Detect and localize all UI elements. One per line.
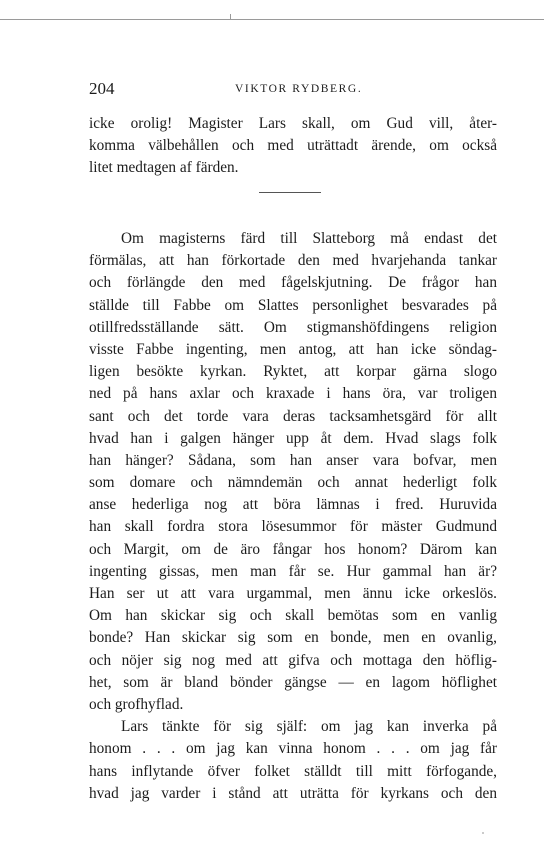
text-line: bonde? Han skickar sig som en bonde, men en ovanlig, [89, 629, 497, 647]
text-line: hans inflytande öfver folket ställdt till mitt förfogande, [89, 762, 497, 780]
scan-top-rule [0, 19, 544, 20]
text-line: anse hederliga nog att böra lämnas i fred. Huruvida [89, 496, 497, 514]
text-line: sant och det torde vara deras tacksamhetsgärd för allt [89, 407, 497, 425]
text-line: honom . . . om jag kan vinna honom . . . om jag får [89, 740, 497, 758]
body-text [89, 228, 497, 805]
section-divider [259, 192, 321, 193]
paragraph-end-of-section [89, 113, 497, 180]
text-line: ställde till Fabbe om Slattes personlighet besvarades på [89, 296, 497, 314]
text-line: han hänger? Sådana, som han anser vara bofvar, men [89, 451, 497, 469]
running-head: VIKTOR RYDBERG. [235, 83, 363, 95]
text-line: och grofhyflad. [89, 695, 184, 713]
text-line: ned på hans axlar och kraxade i hans öra, var troligen [89, 385, 497, 403]
text-line: förmälas, att han förkortade den med hvarjehanda tankar [89, 252, 497, 270]
text-line: Lars tänkte för sig själf: om jag kan inverka på [121, 718, 497, 736]
text-line: otillfredsställande sätt. Om stigmanshöfdingens religion [89, 318, 497, 336]
scan-top-tick [230, 14, 231, 20]
text-line: komma välbehållen och med uträttadt ärende, om också [89, 137, 497, 155]
text-line: Han ser ut att vara urgammal, men ännu icke orkeslös. [89, 585, 497, 602]
text-line: het, som är bland bönder gängse — en lagom höflighet [89, 673, 497, 691]
text-line: och nöjer sig nog med att gifva och mottaga den höflig- [89, 651, 497, 669]
text-line: icke orolig! Magister Lars skall, om Gud vill, åter- [89, 115, 497, 132]
page-number: 204 [89, 79, 115, 98]
text-line: hvad jag varder i stånd att uträtta för kyrkans och den [89, 784, 497, 802]
text-line: litet medtagen af färden. [89, 159, 239, 177]
text-line: han skall fordra stora lösesummor för mäster Gudmund [89, 518, 497, 536]
text-line: ligen besökte kyrkan. Ryktet, att korpar gärna slogo [89, 363, 497, 381]
text-line: Om han skickar sig och skall bemötas som en vanlig [89, 607, 497, 625]
text-line: som domare och nämndemän och annat hederligt folk [89, 474, 497, 492]
text-line: och förlängde den med fågelskjutning. De frågor han [89, 274, 497, 292]
text-line: Om magisterns färd till Slatteborg må endast det [121, 230, 497, 247]
page-header [89, 79, 497, 101]
scan-speck [482, 832, 484, 834]
text-line: ingenting gissas, men man får se. Hur gammal han är? [89, 562, 497, 580]
text-line: hvad han i galgen hänger upp åt dem. Hvad slags folk [89, 429, 497, 447]
text-line: och Margit, om de äro fångar hos honom? Därom kan [89, 540, 497, 558]
text-line: visste Fabbe ingenting, men antog, att han icke söndag- [89, 340, 497, 358]
